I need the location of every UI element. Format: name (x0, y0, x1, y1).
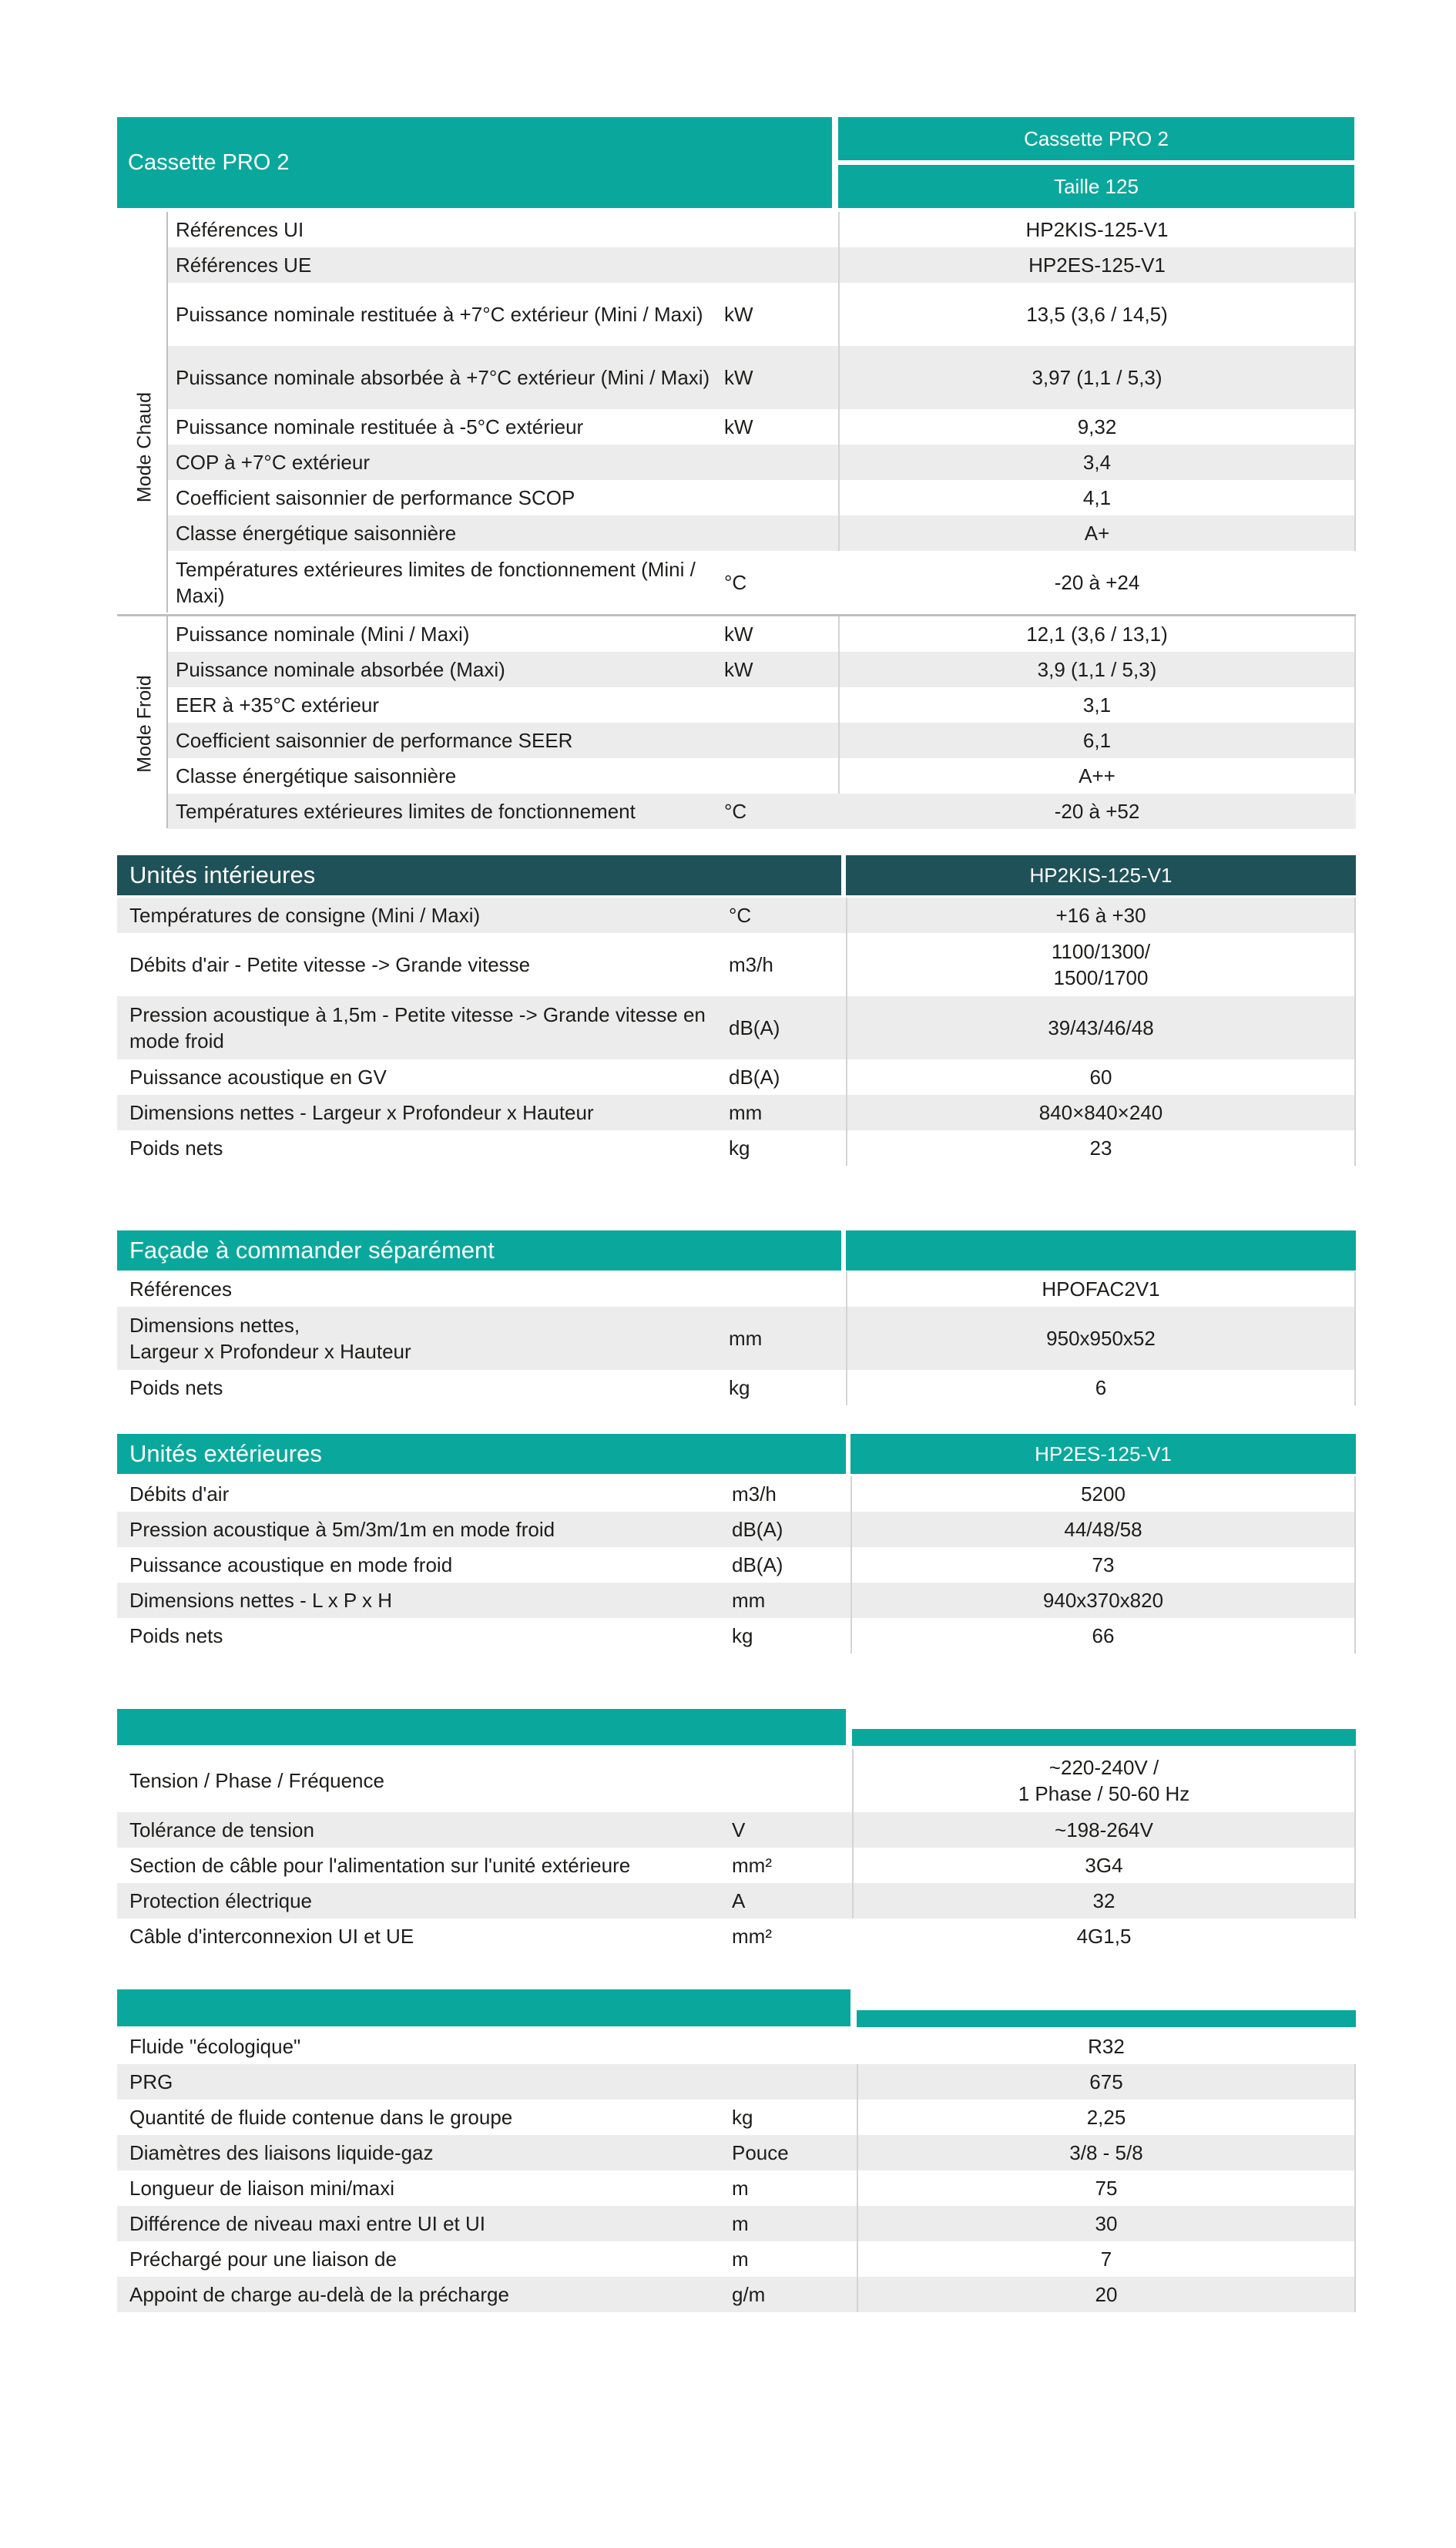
row-unit: m (732, 2177, 749, 2200)
row-label: Longueur de liaison mini/maxi (129, 2177, 394, 2200)
table-row (117, 1307, 1356, 1370)
row-unit: mm (729, 1327, 763, 1350)
row-label: COP à +7°C extérieur (176, 451, 370, 474)
row-unit: m3/h (732, 1482, 777, 1506)
unites-exterieures-model: HP2ES-125-V1 (1035, 1442, 1172, 1465)
row-label: Classe énergétique saisonnière (176, 522, 457, 545)
row-label: Puissance nominale restituée à -5°C extérieur (176, 415, 584, 438)
row-label: Références UE (176, 253, 312, 277)
table-row (117, 1812, 1356, 1848)
unites-exterieures-header (117, 1434, 846, 1474)
row-unit (724, 687, 838, 723)
row-value: 6,1 (838, 723, 1356, 758)
row-unit: kW (724, 415, 753, 438)
table-row (117, 1583, 1356, 1618)
row-unit: °C (724, 800, 747, 823)
row-label: Quantité de fluide contenue dans le groupe (129, 2106, 513, 2129)
row-value: 3,1 (838, 687, 1356, 723)
row-label: Débits d'air - Petite vitesse -> Grande vitesse (129, 953, 531, 976)
row-unit: V (732, 1818, 746, 1841)
row-unit: kW (724, 366, 753, 389)
row-unit: dB(A) (729, 1016, 780, 1039)
row-label: Section de câble pour l'alimentation sur l'unité extérieure (129, 1854, 631, 1877)
table-row (168, 794, 1356, 829)
table-row (117, 1476, 1356, 1512)
table-row (117, 1130, 1356, 1166)
row-value: 2,25 (857, 2100, 1356, 2135)
row-label: Pression acoustique à 1,5m - Petite vitesse -> Grande vitesse en mode froid (129, 1003, 706, 1052)
row-value: 940x370x820 (850, 1583, 1356, 1618)
row-unit: mm² (732, 1925, 772, 1948)
table-row (168, 616, 1356, 652)
row-label: Références (129, 1277, 232, 1301)
row-label: Différence de niveau maxi entre UI et UI (129, 2212, 485, 2235)
row-label: Puissance nominale restituée à +7°C extérieur (Mini / Maxi) (176, 303, 703, 326)
row-unit: kg (732, 2106, 753, 2129)
table-row (117, 2170, 1356, 2206)
table-row (168, 445, 1356, 480)
table-row (117, 1271, 1356, 1307)
row-value: 9,32 (838, 409, 1356, 445)
row-unit: kg (729, 1136, 750, 1160)
row-unit: Pouce (732, 2141, 789, 2164)
row-label: Appoint de charge au-delà de la précharge (129, 2283, 509, 2306)
electrique-header-bar (117, 1709, 846, 1745)
table-row (117, 1512, 1356, 1547)
row-label: Coefficient saisonnier de performance SEER (176, 729, 573, 752)
row-value: R32 (1088, 2035, 1125, 2058)
row-value: A++ (838, 758, 1356, 794)
table-row (168, 652, 1356, 687)
table-row (117, 1848, 1356, 1883)
row-label: Puissance nominale (Mini / Maxi) (176, 623, 470, 646)
cassette-model-title: Cassette PRO 2 (1024, 126, 1169, 150)
row-label: Pression acoustique à 5m/3m/1m en mode froid (129, 1518, 555, 1541)
unites-exterieures-title: Unités extérieures (129, 1440, 322, 1467)
row-unit: mm (732, 1589, 766, 1612)
row-unit (724, 515, 838, 551)
table-row (117, 996, 1356, 1059)
fluide-header-bar (117, 1989, 850, 2026)
row-unit: kW (724, 658, 753, 681)
table-row (168, 515, 1356, 551)
row-label: Câble d'interconnexion UI et UE (129, 1925, 414, 1948)
table-row (117, 2206, 1356, 2241)
table-row (117, 1059, 1356, 1095)
row-value: +16 à +30 (846, 898, 1356, 933)
unites-interieures-model-header (846, 855, 1356, 895)
row-label: Températures de consigne (Mini / Maxi) (129, 904, 481, 927)
row-unit (724, 723, 838, 758)
row-unit (724, 758, 838, 794)
row-value: 75 (857, 2170, 1356, 2206)
unites-interieures-model: HP2KIS-125-V1 (1029, 863, 1173, 887)
row-unit: mm (729, 1101, 763, 1124)
table-row (117, 898, 1356, 933)
unites-interieures-header (117, 855, 841, 895)
mode-chaud-label: Mode Chaud (133, 391, 156, 503)
row-label: Coefficient saisonnier de performance SCOP (176, 486, 575, 509)
table-row (117, 2135, 1356, 2170)
row-value: -20 à +24 (1054, 571, 1140, 594)
row-unit: °C (724, 571, 747, 594)
row-value: ~220-240V / 1 Phase / 50-60 Hz (852, 1749, 1356, 1812)
cassette-model-header (838, 117, 1354, 160)
cassette-size-header (838, 165, 1354, 208)
row-label: Classe énergétique saisonnière (176, 764, 457, 787)
row-label: Puissance acoustique en mode froid (129, 1553, 453, 1576)
table-row (168, 212, 1356, 247)
row-label: Puissance acoustique en GV (129, 1066, 387, 1089)
facade-title: Façade à commander séparément (129, 1237, 495, 1264)
row-label: Températures extérieures limites de fonctionnement (176, 800, 636, 823)
row-value: HP2ES-125-V1 (838, 247, 1356, 283)
table-row (117, 1370, 1356, 1405)
row-unit: kg (732, 1624, 753, 1647)
row-value: 840×840×240 (846, 1095, 1356, 1130)
unites-exterieures-model-header (850, 1434, 1356, 1474)
row-unit: kW (724, 623, 753, 646)
row-unit (724, 212, 838, 247)
row-value: 3G4 (852, 1848, 1356, 1883)
table-row (117, 1618, 1356, 1653)
fluide-header-bar-right (857, 2010, 1356, 2027)
row-unit: g/m (732, 2283, 766, 2306)
electrique-header-bar-right (852, 1729, 1356, 1746)
row-value: 60 (846, 1059, 1356, 1095)
table-row (117, 933, 1356, 996)
row-label: Préchargé pour une liaison de (129, 2248, 397, 2271)
row-unit: mm² (732, 1854, 772, 1877)
row-value: 13,5 (3,6 / 14,5) (838, 283, 1356, 346)
row-label: Dimensions nettes, Largeur x Profondeur x Hauteur (129, 1314, 411, 1363)
row-value: HPOFAC2V1 (846, 1271, 1356, 1307)
row-unit: kW (724, 303, 753, 326)
row-unit: m (732, 2212, 749, 2235)
row-value: 12,1 (3,6 / 13,1) (838, 616, 1356, 652)
row-label: Dimensions nettes - L x P x H (129, 1589, 393, 1612)
row-label: Diamètres des liaisons liquide-gaz (129, 2141, 434, 2164)
row-label: Poids nets (129, 1376, 223, 1399)
table-row (168, 283, 1356, 346)
row-value: 73 (850, 1547, 1356, 1583)
row-label: Références UI (176, 218, 304, 241)
row-value: 44/48/58 (850, 1512, 1356, 1547)
table-row (117, 1919, 1356, 1954)
row-label: Puissance nominale absorbée (Maxi) (176, 658, 505, 681)
table-row (168, 409, 1356, 445)
table-row (168, 346, 1356, 409)
row-value: 3,9 (1,1 / 5,3) (838, 652, 1356, 687)
row-value: HP2KIS-125-V1 (838, 212, 1356, 247)
row-value: A+ (838, 515, 1356, 551)
row-value: 4,1 (838, 480, 1356, 515)
table-row (117, 2064, 1356, 2100)
row-value: 20 (857, 2277, 1356, 2312)
row-unit (732, 2029, 857, 2064)
row-unit: m (732, 2248, 749, 2271)
cassette-size: Taille 125 (1054, 174, 1139, 198)
row-unit (729, 1271, 846, 1307)
row-unit (724, 445, 838, 480)
row-unit: A (732, 1889, 746, 1912)
row-label: EER à +35°C extérieur (176, 693, 380, 717)
mode-froid-label: Mode Froid (133, 675, 156, 773)
facade-model-header (846, 1230, 1356, 1271)
row-value: 3,4 (838, 445, 1356, 480)
row-unit: dB(A) (729, 1066, 780, 1089)
row-label: Dimensions nettes - Largeur x Profondeur x Hauteur (129, 1101, 594, 1124)
table-row (117, 2029, 1356, 2064)
row-value: 1100/1300/ 1500/1700 (846, 933, 1356, 996)
row-value: 5200 (850, 1476, 1356, 1512)
row-label: Poids nets (129, 1136, 223, 1160)
row-value: 39/43/46/48 (846, 996, 1356, 1059)
facade-header (117, 1230, 841, 1271)
row-unit (724, 480, 838, 515)
row-unit (732, 2064, 857, 2100)
row-label: Puissance nominale absorbée à +7°C extérieur (Mini / Maxi) (176, 366, 710, 389)
row-value: ~198-264V (852, 1812, 1356, 1848)
row-unit: m3/h (729, 953, 773, 976)
row-unit (724, 247, 838, 283)
table-row (117, 2241, 1356, 2277)
table-row (168, 723, 1356, 758)
table-row (117, 1095, 1356, 1130)
row-value: 23 (846, 1130, 1356, 1166)
row-value: 675 (857, 2064, 1356, 2100)
row-value: 6 (846, 1370, 1356, 1405)
row-value: 950x950x52 (846, 1307, 1356, 1370)
row-unit: kg (729, 1376, 750, 1399)
row-unit: dB(A) (732, 1518, 783, 1541)
row-value: 30 (857, 2206, 1356, 2241)
table-row (117, 2277, 1356, 2312)
row-value: 32 (852, 1883, 1356, 1919)
row-label: Tolérance de tension (129, 1818, 314, 1841)
table-row (168, 247, 1356, 283)
row-label: Tension / Phase / Fréquence (129, 1769, 384, 1792)
row-value: 3/8 - 5/8 (857, 2135, 1356, 2170)
row-label: PRG (129, 2070, 173, 2093)
row-label: Fluide "écologique" (129, 2035, 301, 2058)
row-unit: dB(A) (732, 1553, 783, 1576)
table-row (168, 758, 1356, 794)
row-unit (732, 1749, 852, 1812)
row-value: 7 (857, 2241, 1356, 2277)
row-value: 4G1,5 (1076, 1925, 1132, 1948)
row-unit: °C (729, 904, 752, 927)
table-row (117, 1749, 1356, 1812)
cassette-title: Cassette PRO 2 (128, 149, 290, 175)
row-value: 3,97 (1,1 / 5,3) (838, 346, 1356, 409)
table-row (117, 2100, 1356, 2135)
table-row (168, 480, 1356, 515)
cassette-title-cell (117, 117, 832, 208)
table-row (168, 687, 1356, 723)
row-label: Débits d'air (129, 1482, 230, 1506)
table-row (117, 1883, 1356, 1919)
row-value: 66 (850, 1618, 1356, 1653)
row-label: Protection électrique (129, 1889, 313, 1912)
row-label: Températures extérieures limites de fonctionnement (Mini / Maxi) (176, 558, 696, 607)
row-value: -20 à +52 (1054, 800, 1140, 823)
table-row (117, 1547, 1356, 1583)
row-label: Poids nets (129, 1624, 223, 1647)
table-row (168, 551, 1356, 614)
unites-interieures-title: Unités intérieures (129, 861, 316, 888)
